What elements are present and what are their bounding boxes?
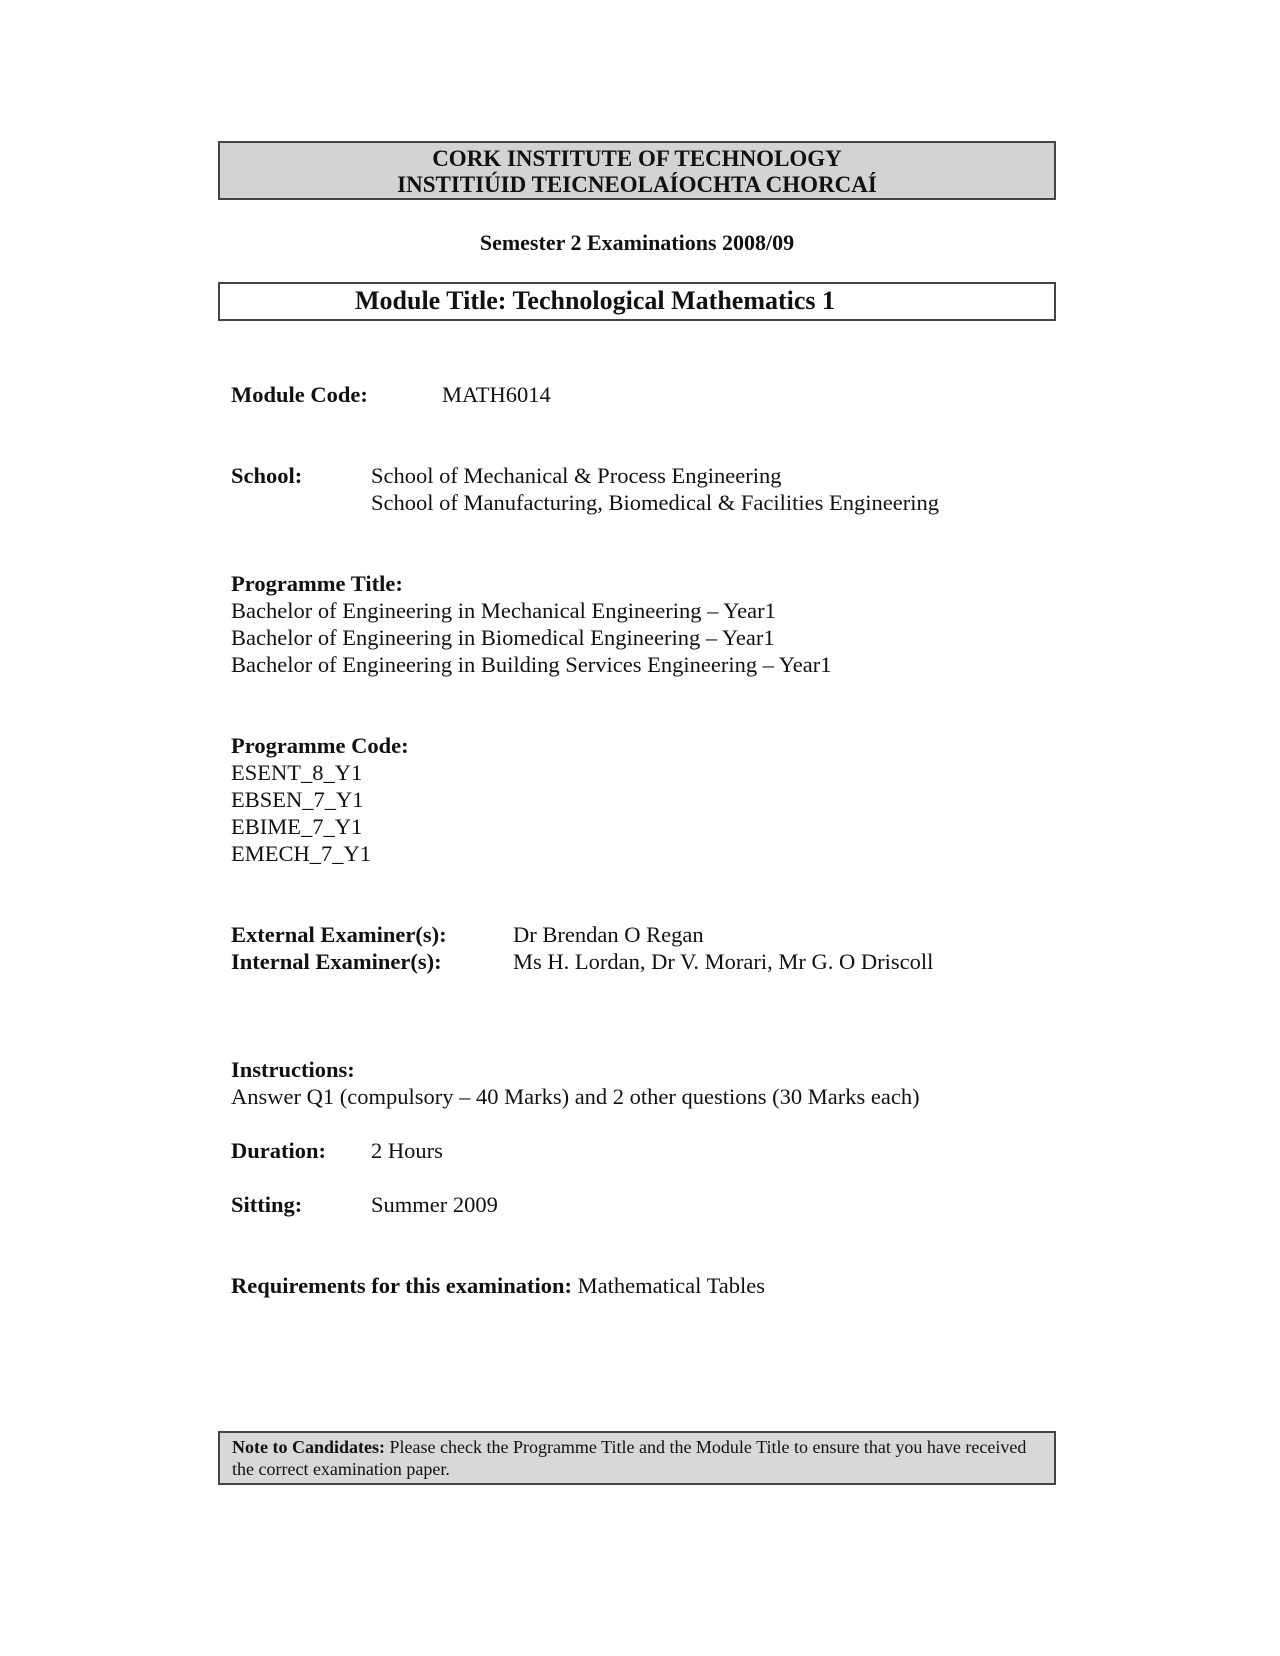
- programme-code-2: EBSEN_7_Y1: [231, 787, 364, 812]
- institution-header: [218, 141, 1056, 200]
- external-examiner-value: Dr Brendan O Regan: [513, 922, 704, 947]
- duration-value: 2 Hours: [371, 1138, 443, 1163]
- sitting-label: Sitting:: [231, 1192, 303, 1217]
- programme-title-label: Programme Title:: [231, 571, 403, 596]
- semester-heading: Semester 2 Examinations 2008/09: [479, 230, 795, 255]
- school-value-2: School of Manufacturing, Biomedical & Facilities Engineering: [371, 490, 939, 515]
- internal-examiner-label: Internal Examiner(s):: [231, 949, 442, 974]
- requirements-value: Mathematical Tables: [577, 1273, 765, 1298]
- note-to-candidates: [218, 1431, 1056, 1485]
- requirements-label: Requirements for this examination:: [231, 1273, 573, 1298]
- duration-label: Duration:: [231, 1138, 326, 1163]
- programme-title-3: Bachelor of Engineering in Building Services Engineering – Year1: [231, 652, 832, 677]
- programme-title-1: Bachelor of Engineering in Mechanical Engineering – Year1: [231, 598, 776, 623]
- module-code-label: Module Code:: [231, 382, 368, 407]
- external-examiner-label: External Examiner(s):: [231, 922, 447, 947]
- module-title-box: [218, 282, 1056, 321]
- programme-code-4: EMECH_7_Y1: [231, 841, 371, 866]
- school-value-1: School of Mechanical & Process Engineering: [371, 463, 782, 488]
- institution-name-irish: INSTITIÚID TEICNEOLAÍOCHTA CHORCAÍ: [397, 172, 877, 197]
- instructions-value: Answer Q1 (compulsory – 40 Marks) and 2 other questions (30 Marks each): [231, 1084, 920, 1109]
- programme-code-3: EBIME_7_Y1: [231, 814, 363, 839]
- instructions-label: Instructions:: [231, 1057, 355, 1082]
- requirements-line: [231, 1272, 765, 1299]
- internal-examiner-value: Ms H. Lordan, Dr V. Morari, Mr G. O Driscoll: [513, 949, 934, 974]
- note-text: Please check the Programme Title and the Module Title to ensure that you have received the correct examination paper.: [232, 1437, 1027, 1479]
- programme-code-1: ESENT_8_Y1: [231, 760, 363, 785]
- school-label: School:: [231, 463, 303, 488]
- programme-title-2: Bachelor of Engineering in Biomedical Engineering – Year1: [231, 625, 775, 650]
- module-title: Module Title: Technological Mathematics 1: [355, 286, 836, 315]
- module-code-value: MATH6014: [442, 382, 551, 407]
- sitting-value: Summer 2009: [371, 1192, 498, 1217]
- note-label: Note to Candidates:: [232, 1437, 385, 1457]
- programme-code-label: Programme Code:: [231, 733, 409, 758]
- institution-name-english: CORK INSTITUTE OF TECHNOLOGY: [432, 146, 842, 171]
